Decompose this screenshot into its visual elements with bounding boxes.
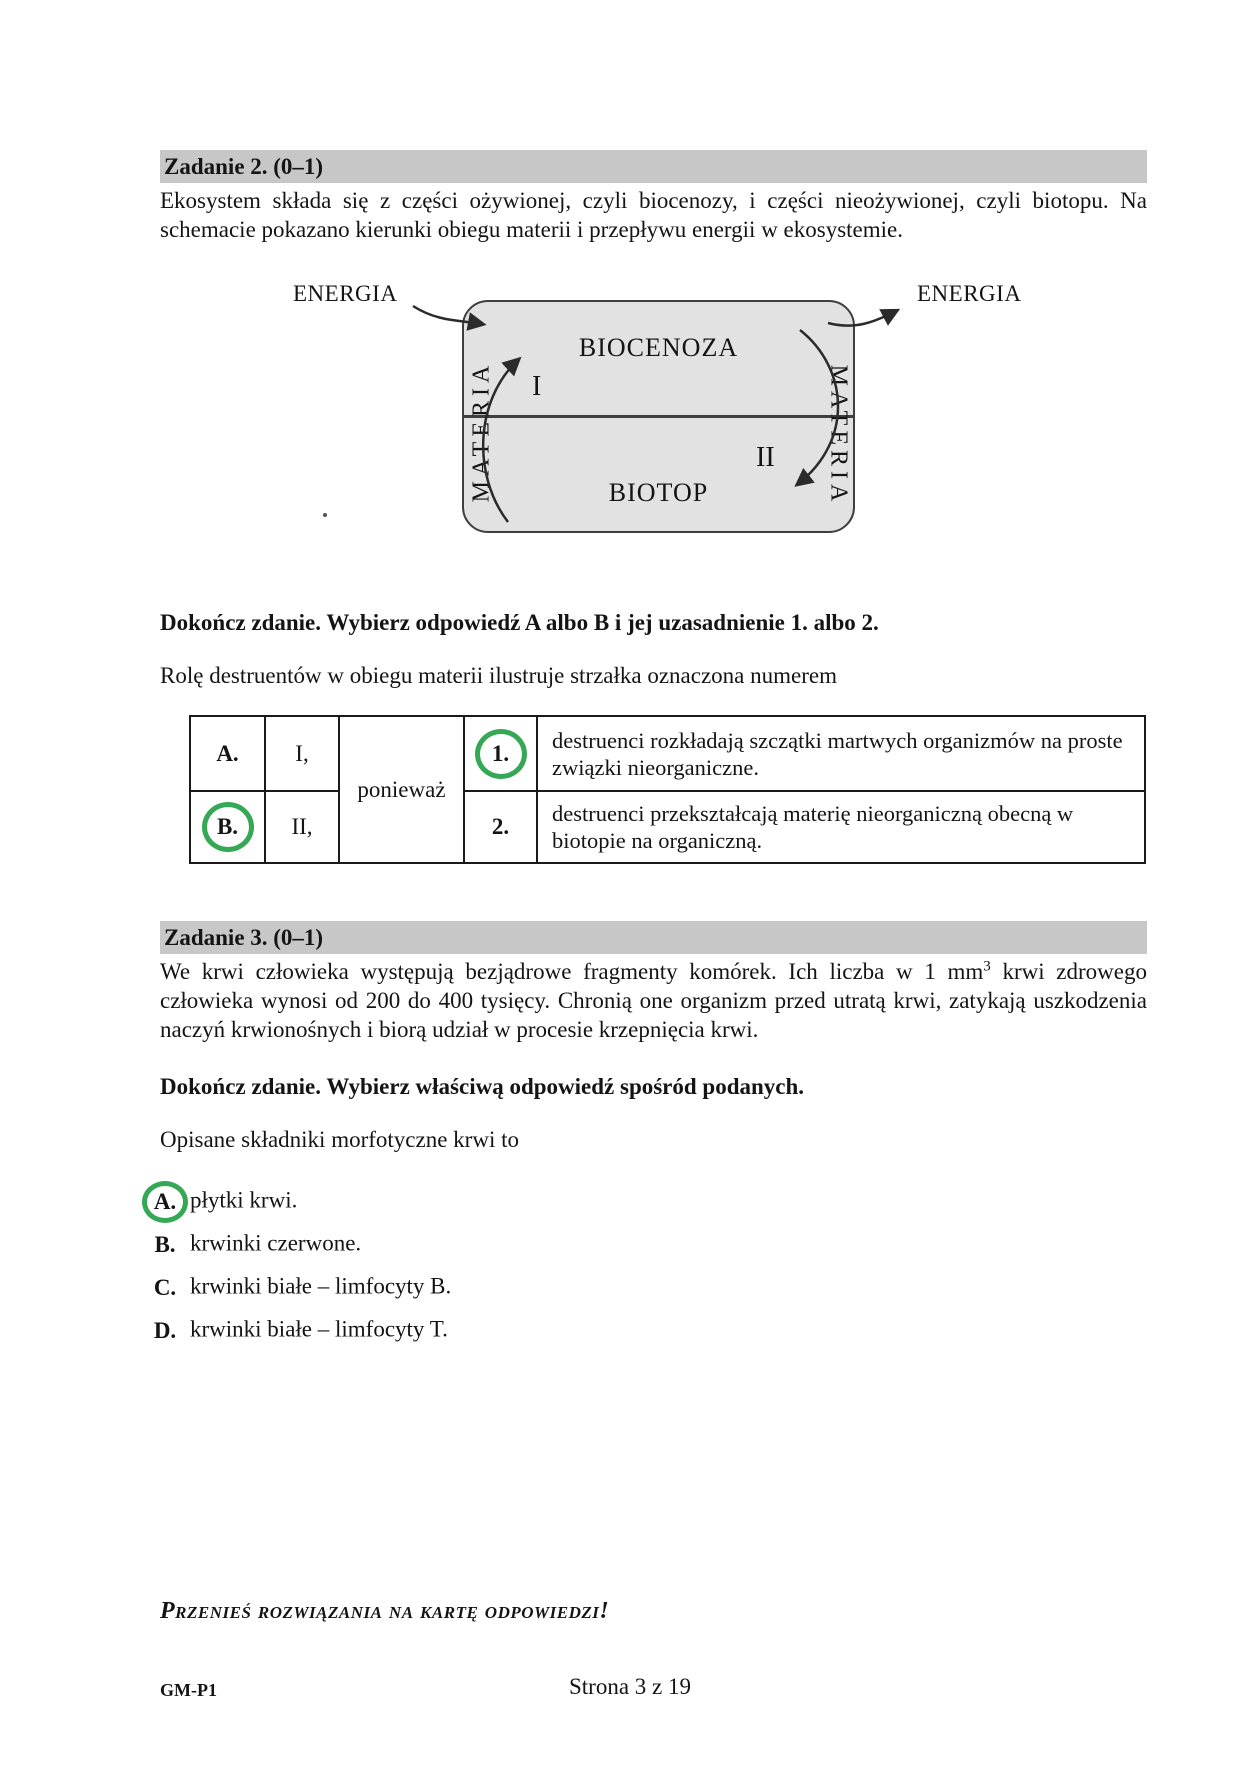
task2-header-bar (160, 150, 1147, 183)
option-c-mark: C. (153, 1275, 177, 1300)
table-cell-reason-1 (465, 717, 538, 792)
reason-1-mark: 1. (475, 729, 527, 779)
materia-down-arrow-II (798, 330, 838, 484)
task3-header-bar (160, 921, 1147, 954)
task3-options (153, 1181, 1147, 1352)
reason-2-mark: 2. (491, 814, 510, 839)
numeral-i: I, (295, 740, 309, 766)
option-d (153, 1310, 1147, 1352)
task3-stem: Opisane składniki morfotyczne krwi to (160, 1127, 519, 1152)
arrow-one-label: I (532, 371, 542, 402)
task2-answer-table (189, 715, 1146, 864)
reason-1-text: destruenci rozkładają szczątki martwych organizmów na proste związki nieorganiczne. (552, 727, 1123, 780)
task2-intro-paragraph: Ekosystem składa się z części ożywionej, czyli biocenozy, i części nieożywionej, czyli biotopu. Na schemacie pokazano kierunki obiegu materii i przepływu energii w ekosystemie. (160, 188, 1147, 242)
reason-2-text: destruenci przekształcają materię nieorganiczną obecną w biotopie na organiczną. (552, 801, 1074, 853)
table-cell-letter-b (191, 792, 266, 862)
answer-b-mark: B. (202, 802, 254, 852)
task2-instruction: Dokończ zdanie. Wybierz odpowiedź A albo B i jej uzasadnienie 1. albo 2. (160, 610, 879, 635)
option-c-text: krwinki białe – limfocyty B. (190, 1273, 452, 1299)
intro-text-after-sup: krwi zdrowego człowieka wynosi od 200 do 400 tysięcy. Chronią one organizm przed utratą krwi, zatykają uszkodzenia naczyń krwionośnych i biorą udział w procesie krzepnięcia krwi. (160, 959, 1147, 1042)
option-b-mark: B. (154, 1232, 176, 1257)
table-cell-letter-a (191, 717, 266, 792)
materia-right-label: MATERIA (825, 364, 852, 507)
task2-stem: Rolę destruentów w obiegu materii ilustruje strzałka oznaczona numerem (160, 663, 837, 688)
task3-instruction: Dokończ zdanie. Wybierz właściwą odpowiedź spośród podanych. (160, 1074, 805, 1099)
option-a (153, 1181, 1147, 1223)
energia-in-label: ENERGIA (293, 281, 398, 306)
exam-code: GM-P1 (160, 1680, 217, 1700)
materia-left-label: MATERIA (468, 360, 495, 503)
energy-out-arrow (828, 311, 896, 326)
page-number: Strona 3 z 19 (568, 1674, 691, 1699)
task3-intro-paragraph (160, 957, 1147, 1044)
cubic-mm-superscript: 3 (983, 958, 991, 975)
biotop-label: BIOTOP (608, 478, 709, 507)
table-cell-numeral-ii (266, 792, 340, 862)
task2-title: Zadanie 2. (0–1) (164, 154, 324, 179)
transfer-answers-note: Przenieś rozwiązania na kartę odpowiedzi! (160, 1598, 610, 1624)
option-b-text: krwinki czerwone. (190, 1230, 362, 1256)
numeral-ii: II, (291, 814, 313, 839)
materia-up-arrow-I (483, 360, 518, 522)
table-cell-connector (340, 717, 465, 862)
answer-a-mark: A. (216, 740, 239, 766)
ecosystem-diagram (160, 270, 1147, 580)
table-cell-desc-2 (538, 792, 1144, 862)
energia-out-label: ENERGIA (917, 281, 1022, 306)
option-d-text: krwinki białe – limfocyty T. (190, 1316, 448, 1342)
table-cell-reason-2 (465, 792, 538, 862)
biocenoza-label: BIOCENOZA (578, 333, 739, 362)
option-a-text: płytki krwi. (190, 1187, 298, 1213)
table-cell-numeral-i (266, 717, 340, 792)
task3-title: Zadanie 3. (0–1) (164, 925, 324, 950)
page-content (153, 0, 1147, 1353)
connector-word: ponieważ (357, 776, 446, 802)
intro-text-before-sup: We krwi człowieka występują bezjądrowe fragmenty komórek. Ich liczba w 1 mm (160, 959, 984, 984)
table-cell-desc-1 (538, 717, 1144, 792)
diagram-arrows (160, 270, 1145, 580)
option-a-mark: A. (142, 1181, 188, 1223)
option-c (153, 1267, 1147, 1309)
option-d-mark: D. (153, 1318, 177, 1343)
arrow-two-label: II (756, 442, 775, 473)
option-b (154, 1224, 1147, 1266)
energy-in-arrow (413, 306, 482, 324)
